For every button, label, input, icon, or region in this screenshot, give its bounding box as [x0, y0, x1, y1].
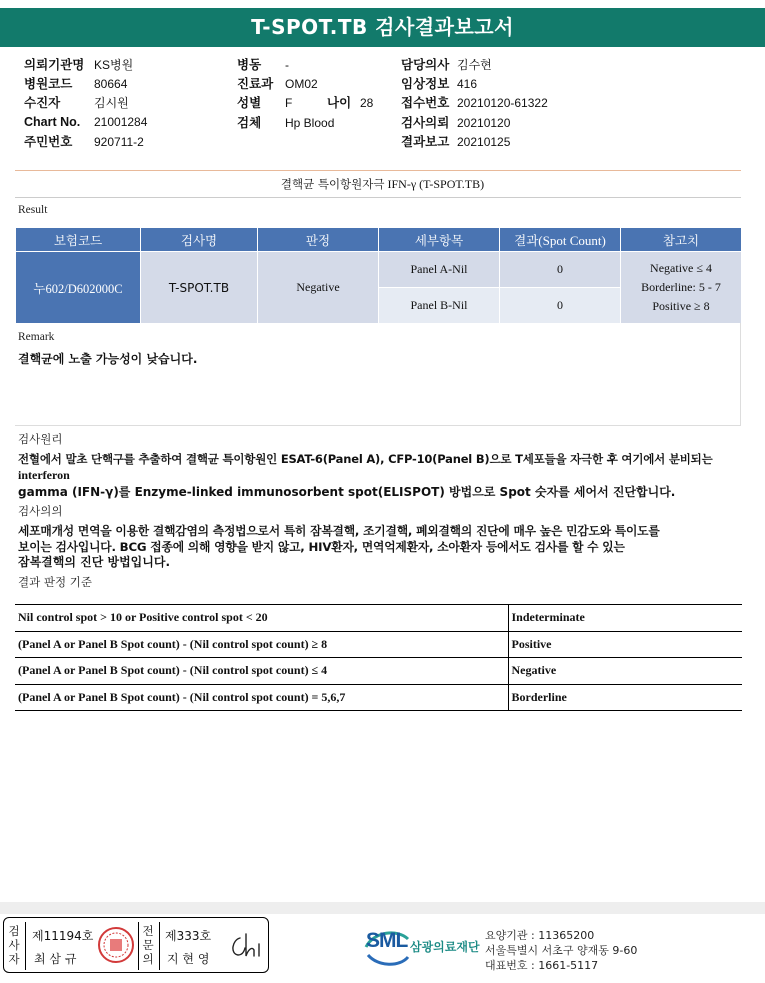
- table-row: [15, 658, 742, 685]
- divider: [159, 922, 160, 970]
- header-judgement: 판정: [258, 228, 379, 252]
- insurance-code: 누602/D602000C: [16, 252, 141, 324]
- info-row: 임상정보 416: [401, 76, 478, 91]
- header-item: 세부항목: [379, 228, 500, 252]
- criteria-condition: (Panel A or Panel B Spot count) - (Nil control spot count) ≥ 8: [15, 631, 508, 658]
- result-header-row: [16, 228, 742, 252]
- divider: [15, 170, 741, 171]
- info-row: 접수번호 20210120-61322: [401, 95, 548, 110]
- criteria-label: 결과 판정 기준: [18, 575, 92, 589]
- divider: [15, 197, 741, 198]
- result-label: Result: [18, 204, 48, 216]
- criteria-result: Negative: [508, 658, 742, 685]
- spot-count: 0: [500, 288, 621, 324]
- info-row: 병원코드 80664: [24, 76, 128, 91]
- divider: [25, 922, 26, 970]
- table-row: [15, 631, 742, 658]
- info-row: 담당의사 김수현: [401, 57, 492, 72]
- remark-label: Remark: [18, 331, 55, 343]
- header-reference: 참고치: [621, 228, 742, 252]
- footer-separator: [0, 902, 765, 914]
- examiner-name: 최 삼 규: [34, 952, 77, 966]
- divider: [138, 922, 139, 970]
- principle-text: 전혈에서 말초 단핵구를 추출하여 결핵균 특이항원인 ESAT-6(Panel A), CFP-10(Panel B)으로 T세포들을 자극한 후 여기에서 분비되는 interferon gamma (IFN-γ)를 Enzyme-linked immunosorbent spot(ELISPOT) 방법으로 Spot 숫자를 세어서 진단합니다.: [18, 452, 713, 499]
- header-code: 보험코드: [16, 228, 141, 252]
- reference-values: Negative ≤ 4 Borderline: 5 - 7 Positive ≥ 8: [621, 252, 742, 324]
- info-row: 수진자 김시원: [24, 95, 129, 110]
- significance-text: 세포매개성 면역을 이용한 결핵감염의 측정법으로서 특히 잠복결핵, 조기결핵, 폐외결핵의 진단에 매우 높은 민감도와 특이도를 보이는 검사입니다. BCG 접종에 의해 영향을 받지 않고, HIV환자, 면역억제환자, 소아환자 등에서도 검사를 할 수 있는 잠복결핵의 진단 방법입니다.: [18, 524, 660, 569]
- info-row: 진료과 OM02: [237, 76, 318, 91]
- criteria-condition: (Panel A or Panel B Spot count) - (Nil control spot count) ≤ 4: [15, 658, 508, 685]
- signature-icon: [226, 928, 266, 964]
- criteria-result: Borderline: [508, 684, 742, 711]
- criteria-condition: (Panel A or Panel B Spot count) - (Nil control spot count) = 5,6,7: [15, 684, 508, 711]
- table-row: [15, 605, 742, 632]
- criteria-condition: Nil control spot > 10 or Positive control spot < 20: [15, 605, 508, 632]
- header-test-name: 검사명: [141, 228, 258, 252]
- examiner-license: 제11194호: [32, 929, 94, 943]
- criteria-table: [15, 604, 742, 711]
- info-row: 검체 Hp Blood: [237, 115, 335, 130]
- info-row: 결과보고 20210125: [401, 134, 511, 149]
- info-row: 성별 F: [237, 95, 293, 110]
- logo-text: SML: [366, 929, 408, 952]
- patient-info: [0, 53, 765, 153]
- judgement: Negative: [258, 252, 379, 324]
- info-row: Chart No. 21001284: [24, 115, 148, 129]
- principle-label: 검사원리: [18, 432, 63, 446]
- examiner-label: 검 사 자: [8, 924, 20, 966]
- seal-stamp-icon: [97, 926, 135, 964]
- spot-count: 0: [500, 252, 621, 288]
- report-title: T-SPOT.TB 검사결과보고서: [0, 8, 765, 47]
- info-row-age: 나이 28: [327, 95, 374, 110]
- test-name: T-SPOT.TB: [141, 252, 258, 324]
- info-row: 주민번호 920711-2: [24, 134, 144, 149]
- remark-text: 결핵균에 노출 가능성이 낮습니다.: [18, 352, 198, 366]
- panel-item: Panel A-Nil: [379, 252, 500, 288]
- remark-box: [15, 323, 741, 426]
- criteria-result: Indeterminate: [508, 605, 742, 632]
- specialist-name: 지 현 영: [167, 952, 210, 966]
- info-row: 검사의뢰 20210120: [401, 115, 511, 130]
- institution-code: 요양기관 : 11365200: [485, 929, 595, 942]
- significance-label: 검사의의: [18, 504, 63, 518]
- info-row: 병동 -: [237, 57, 289, 72]
- institution-address: 서울특별시 서초구 양재동 9-60: [485, 944, 638, 957]
- signature-box: [3, 917, 269, 973]
- result-table: [15, 227, 742, 324]
- panel-item: Panel B-Nil: [379, 288, 500, 324]
- info-row: 의뢰기관명 KS병원: [24, 57, 134, 72]
- institution-phone: 대표번호 : 1661-5117: [485, 959, 599, 972]
- table-row: [15, 684, 742, 711]
- specialist-label: 전 문 의: [142, 924, 154, 966]
- institution-name: 삼광의료재단: [410, 940, 480, 954]
- header-result: 결과(Spot Count): [500, 228, 621, 252]
- table-row: [16, 252, 742, 288]
- test-subtitle: 결핵균 특이항원자극 IFN-γ (T-SPOT.TB): [280, 177, 485, 191]
- criteria-result: Positive: [508, 631, 742, 658]
- specialist-license: 제333호: [165, 929, 212, 943]
